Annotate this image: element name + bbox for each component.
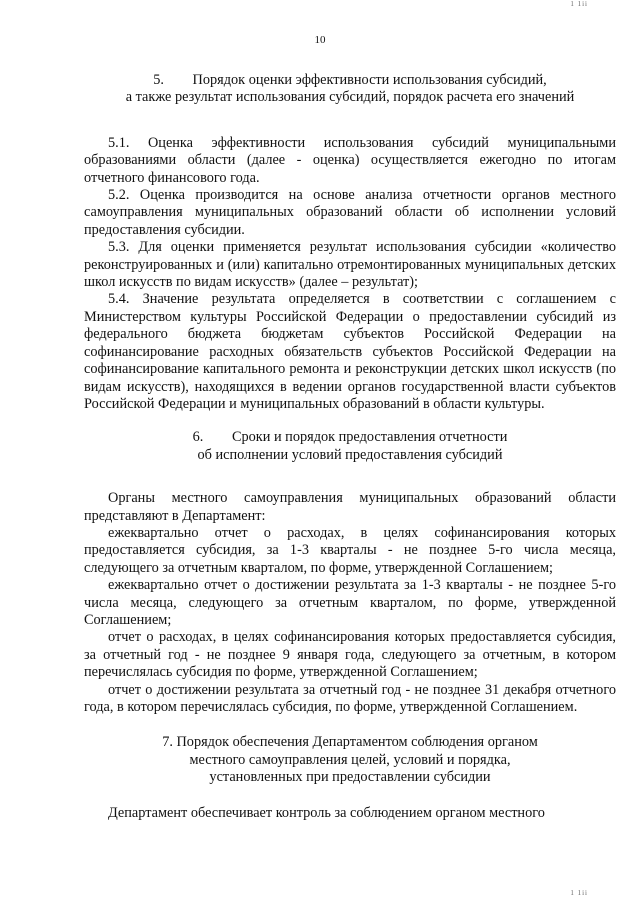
paragraph: отчет о достижении результата за отчетный год - не позднее 31 декабря отчетного года, в котором перечислялась субсидия, по форме, утвержденной Соглашением. xyxy=(84,681,616,715)
section-7 xyxy=(84,734,616,822)
document-body xyxy=(84,72,616,822)
section-5 xyxy=(84,72,616,413)
corner-mark-top: 1 1ii xyxy=(570,0,588,8)
paragraph: ежеквартально отчет о достижении результата за 1-3 кварталы - не позднее 5-го числа месяца, следующего за отчетным кварталом, по форме, утвержденной Соглашением; xyxy=(84,577,616,628)
section-heading-line: 7. Порядок обеспечения Департаментом соблюдения органом xyxy=(162,734,538,751)
paragraph: Органы местного самоуправления муниципальных образований области представляют в Департамент: xyxy=(84,490,616,524)
paragraph: ежеквартально отчет о расходах, в целях софинансирования которых предоставляется субсидия, за 1-3 кварталы - не позднее 5-го числа месяца, следующего за отчетным кварталом, по форме, утвержденной Соглашением; xyxy=(84,524,616,576)
corner-mark-bottom: 1 1ii xyxy=(570,889,588,897)
section-heading-line: а также результат использования субсидий, порядок расчета его значений xyxy=(125,89,575,106)
paragraph: Департамент обеспечивает контроль за соблюдением органом местного xyxy=(108,804,545,821)
paragraph: 5.3. Для оценки применяется результат использования субсидии «количество реконструированных и (или) капитально отремонтированных муниципальных детских школ искусств по видам искусств» (далее – результат); xyxy=(84,239,616,291)
paragraph: отчет о расходах, в целях софинансирования которых предоставляется субсидия, за отчетный год - не позднее 9 января года, следующего за отчетным, в котором перечислялась субсидия по форме, утвержденной Соглашением; xyxy=(84,629,616,681)
section-6 xyxy=(84,429,616,716)
paragraph: 5.2. Оценка производится на основе анализа отчетности органов местного самоуправления муниципальных образований области об исполнении условий предоставления субсидии. xyxy=(84,187,616,238)
section-heading-line: 6. Сроки и порядок предоставления отчетности xyxy=(192,429,508,446)
paragraph: 5.1. Оценка эффективности использования субсидий муниципальными образованиями области (далее - оценка) осуществляется ежегодно по итогам отчетного финансового года. xyxy=(84,134,616,186)
section-heading-line: установленных при предоставлении субсидии xyxy=(209,769,491,786)
section-heading-line: об исполнении условий предоставления субсидий xyxy=(197,446,503,463)
section-heading-line: 5. Порядок оценки эффективности использования субсидий, xyxy=(153,72,547,88)
section-heading-line: местного самоуправления целей, условий и порядка, xyxy=(189,751,511,768)
paragraph: 5.4. Значение результата определяется в соответствии с соглашением с Министерством культуры Российской Федерации о предоставлении субсидий из федерального бюджета бюджетам субъектов Российской Федерации на софинансирование расходных обязательств субъектов Российской Федерации на софинансирование капитального ремонта и реконструкции детских школ искусств (по видам искусств), находящихся в ведении органов государственной власти субъектов Российской Федерации и муниципальных образований в области культуры. xyxy=(84,291,616,412)
page-number: 10 xyxy=(314,34,326,46)
